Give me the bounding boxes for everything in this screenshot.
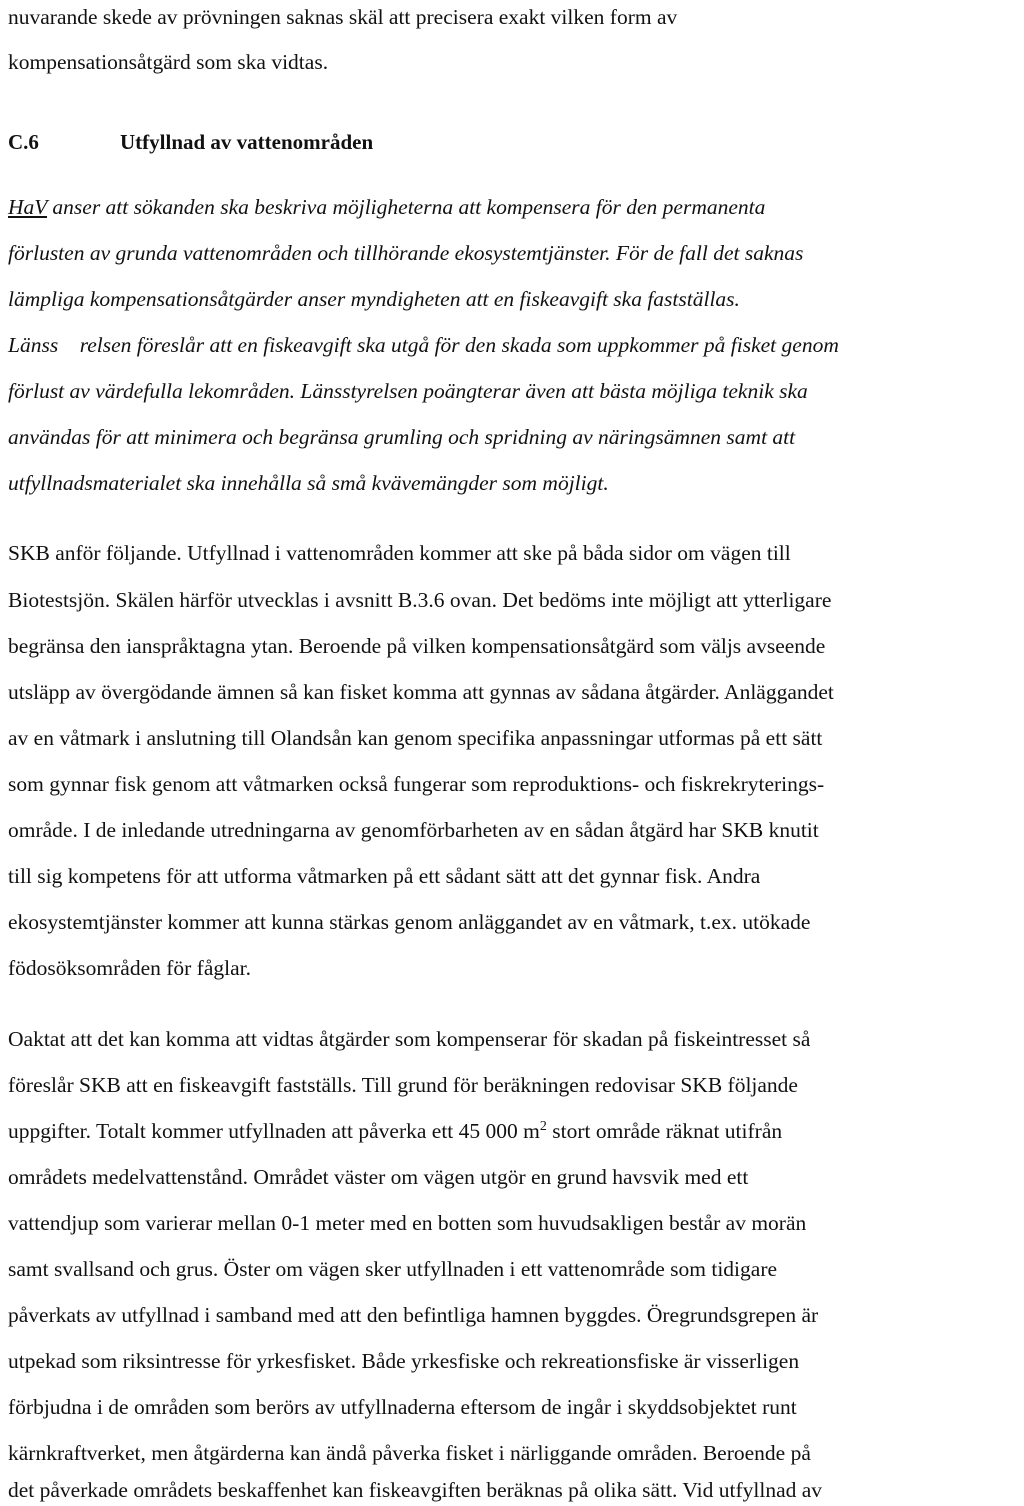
skb-paragraph-line: till sig kompetens för att utforma våtmarken på ett sådant sätt att det gynnar fisk. Andra	[8, 864, 761, 888]
final-paragraph-line: det påverkade områdets beskaffenhet kan fiskeavgiften beräknas på olika sätt. Vid utfyllnad av	[8, 1478, 823, 1502]
final-paragraph-line: Oaktat att det kan komma att vidtas åtgärder som kompenserar för skadan på fiskeintresset så	[8, 1027, 811, 1051]
hav-abbreviation: HaV	[8, 195, 48, 219]
area-text-before: uppgifter. Totalt kommer utfyllnaden att påverka ett 45 000 m	[8, 1119, 540, 1143]
italic-paragraph-line: Länss relsen föreslår att en fiskeavgift ska utgå för den skada som uppkommer på fisket genom	[8, 333, 839, 357]
italic-paragraph-line: förlust av värdefulla lekområden. Länsstyrelsen poängterar även att bästa möjliga teknik ska	[8, 379, 808, 403]
skb-paragraph-line: av en våtmark i anslutning till Olandsån kan genom specifika anpassningar utformas på ett sätt	[8, 726, 823, 750]
final-paragraph-line: påverkats av utfyllnad i samband med att den befintliga hamnen byggdes. Öregrundsgrepen är	[8, 1303, 819, 1327]
final-paragraph-line: områdets medelvattenstånd. Området väster om vägen utgör en grund havsvik med ett	[8, 1165, 749, 1189]
section-title: Utfyllnad av vattenområden	[120, 130, 374, 154]
skb-paragraph-line: födosöksområden för fåglar.	[8, 956, 251, 980]
final-paragraph-line: utpekad som riksintresse för yrkesfisket. Både yrkesfiske och rekreationsfiske är visserligen	[8, 1349, 800, 1373]
section-number: C.6	[8, 130, 39, 154]
final-paragraph-line: förbjudna i de områden som berörs av utfyllnaderna eftersom de ingår i skyddsobjektet runt	[8, 1395, 797, 1419]
skb-paragraph-line: SKB anför följande. Utfyllnad i vattenområden kommer att ske på båda sidor om vägen till	[8, 541, 791, 565]
final-paragraph-line: föreslår SKB att en fiskeavgift fastställs. Till grund för beräkningen redovisar SKB följande	[8, 1073, 798, 1097]
italic-paragraph-line	[8, 194, 1018, 220]
skb-paragraph-line: begränsa den ianspråktagna ytan. Beroende på vilken kompensationsåtgärd som väljs avseende	[8, 634, 826, 658]
area-text-after: stort område räknat utifrån	[546, 1119, 783, 1143]
italic-paragraph-line: lämpliga kompensationsåtgärder anser myndigheten att en fiskeavgift ska fastställas.	[8, 287, 740, 311]
italic-paragraph-line: förlusten av grunda vattenområden och tillhörande ekosystemtjänster. För de fall det saknas	[8, 241, 804, 265]
skb-paragraph-line: som gynnar fisk genom att våtmarken också fungerar som reproduktions- och fiskrekryterings-	[8, 772, 825, 796]
skb-paragraph-line: utsläpp av övergödande ämnen så kan fisket komma att gynnas av sådana åtgärder. Anläggandet	[8, 680, 834, 704]
skb-paragraph-line: Biotestsjön. Skälen härför utvecklas i avsnitt B.3.6 ovan. Det bedöms inte möjligt att ytterligare	[8, 588, 832, 612]
intro-line: nuvarande skede av prövningen saknas skäl att precisera exakt vilken form av	[8, 5, 678, 29]
final-paragraph-line	[8, 1118, 1018, 1144]
italic-paragraph-line: utfyllnadsmaterialet ska innehålla så små kvävemängder som möjligt.	[8, 471, 609, 495]
skb-paragraph-line: område. I de inledande utredningarna av genomförbarheten av en sådan åtgärd har SKB knutit	[8, 818, 819, 842]
italic-paragraph-line-rest: anser att sökanden ska beskriva möjligheterna att kompensera för den permanenta	[47, 195, 766, 219]
area-superscript: 2	[539, 1118, 547, 1134]
final-paragraph-line: samt svallsand och grus. Öster om vägen sker utfyllnaden i ett vattenområde som tidigare	[8, 1257, 778, 1281]
intro-line: kompensationsåtgärd som ska vidtas.	[8, 50, 329, 74]
italic-paragraph-line: användas för att minimera och begränsa grumling och spridning av näringsämnen samt att	[8, 425, 796, 449]
skb-paragraph-line: ekosystemtjänster kommer att kunna stärkas genom anläggandet av en våtmark, t.ex. utökade	[8, 910, 811, 934]
final-paragraph-line: kärnkraftverket, men åtgärderna kan ändå påverka fisket i närliggande områden. Beroende på	[8, 1441, 811, 1465]
final-paragraph-line: vattendjup som varierar mellan 0-1 meter med en botten som huvudsakligen består av morän	[8, 1211, 807, 1235]
